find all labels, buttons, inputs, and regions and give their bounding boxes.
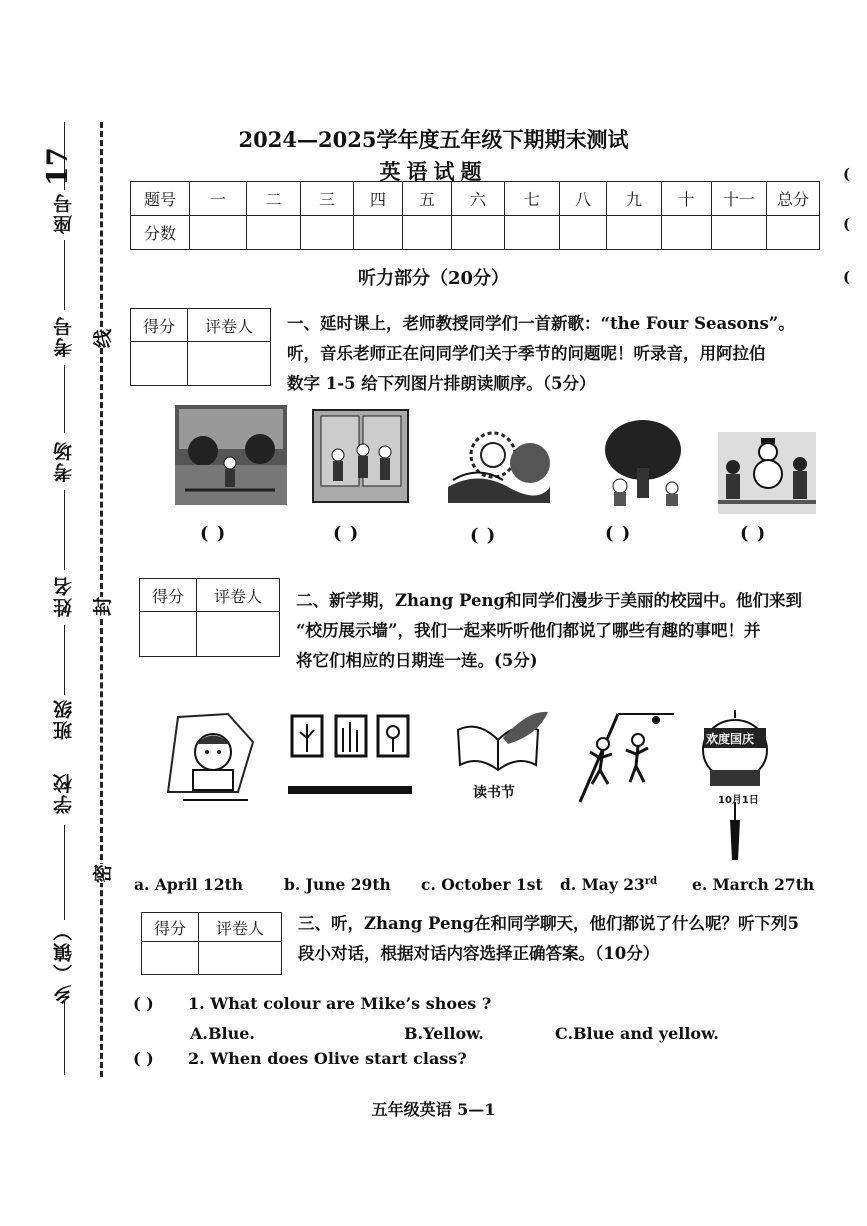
grader-score-cell[interactable] — [131, 342, 188, 386]
grader-score-cell[interactable] — [140, 612, 197, 657]
edge-mark: ( — [843, 215, 851, 233]
grader-box-3 — [141, 912, 282, 975]
grader-name-cell[interactable] — [199, 942, 282, 975]
score-table-header: 总分 — [767, 182, 820, 216]
score-table-header: 三 — [301, 182, 354, 216]
sports-meet-icon — [578, 712, 674, 804]
school-label: 学校 — [53, 772, 75, 814]
score-table-header: 六 — [452, 182, 505, 216]
score-cell[interactable] — [505, 216, 560, 250]
q3-item1-option-a[interactable]: A.Blue. — [190, 1024, 255, 1043]
edge-mark: ( — [843, 268, 851, 286]
grader-name-label: 评卷人 — [188, 309, 271, 342]
rainy-season-icon — [175, 405, 287, 505]
class-label: 班级 — [53, 698, 75, 740]
grader-name-cell[interactable] — [197, 612, 280, 657]
q3-line-1: 三、听，Zhang Peng在和同学聊天，他们都说了什么呢？听下列5 — [298, 914, 799, 933]
score-cell[interactable] — [247, 216, 301, 250]
score-table — [130, 181, 820, 250]
q1-answer-blank[interactable]: ( ) — [200, 523, 227, 544]
q1-answer-blank[interactable]: ( ) — [470, 525, 497, 546]
school-line — [64, 825, 65, 920]
q3-item1-question: 1. What colour are Mike’s shoes ? — [188, 994, 492, 1013]
grader-score-label: 得分 — [140, 579, 197, 612]
q2-line-1: 二、新学期，Zhang Peng和同学们漫步于美丽的校园中。他们来到 — [296, 591, 803, 610]
score-table-header: 十一 — [712, 182, 767, 216]
exam-room-line — [64, 365, 65, 433]
summer-beach-icon — [448, 425, 550, 503]
section-title: 听力部分（20分） — [357, 268, 510, 289]
grader-name-label: 评卷人 — [199, 913, 282, 942]
q1-line-3: 数字 1-5 给下列图片排朗读顺序。（5分） — [287, 374, 596, 393]
score-cell[interactable] — [452, 216, 505, 250]
page-subtitle: 英语试题 — [379, 159, 488, 184]
q2-line-3: 将它们相应的日期连一连。(5分) — [296, 651, 538, 670]
score-cell[interactable] — [403, 216, 452, 250]
score-cell[interactable] — [767, 216, 820, 250]
seal-char-secret: 密 — [88, 864, 115, 883]
date-option-d — [560, 875, 657, 894]
township-line — [64, 1000, 65, 1075]
score-cell[interactable] — [662, 216, 712, 250]
seal-char-line: 线 — [88, 329, 115, 348]
grader-score-cell[interactable] — [142, 942, 199, 975]
score-table-header: 十 — [662, 182, 712, 216]
q1-line-1: 一、延时课上，老师教授同学们一首新歌：“the Four Seasons”。 — [287, 314, 795, 333]
winter-snowman-icon — [718, 432, 816, 514]
q1-answer-blank[interactable]: ( ) — [605, 523, 632, 544]
grader-name-label: 评卷人 — [197, 579, 280, 612]
score-cell[interactable] — [301, 216, 354, 250]
q3-item1-answer-blank[interactable]: ( ) — [133, 994, 154, 1013]
date-option-d-text: d. May 23 — [560, 875, 645, 894]
date-option-a: a. April 12th — [134, 875, 244, 894]
q3-item2-question: 2. When does Olive start class? — [188, 1049, 467, 1068]
exam-number-label: 考号 — [53, 315, 75, 357]
autumn-tree-icon — [600, 418, 686, 508]
score-cell[interactable] — [560, 216, 607, 250]
q3-item1-option-b[interactable]: B.Yellow. — [404, 1024, 484, 1043]
score-table-header: 五 — [403, 182, 452, 216]
student-reading-icon — [158, 712, 264, 804]
q1-line-2: 听，音乐老师正在问同学们关于季节的问题呢！听录音，用阿拉伯 — [287, 344, 766, 363]
book-festival-label: 读书节 — [473, 785, 515, 801]
art-show-icon — [288, 714, 412, 796]
date-option-e: e. March 27th — [692, 875, 815, 894]
seal-char-seal: 封 — [88, 597, 115, 616]
score-table-header: 八 — [560, 182, 607, 216]
q3-line-2: 段小对话，根据对话内容选择正确答案。（10分） — [298, 944, 660, 963]
edge-mark: ( — [843, 165, 851, 183]
page-footer: 五年级英语 5—1 — [371, 1100, 496, 1119]
score-table-header: 四 — [354, 182, 403, 216]
score-cell[interactable] — [354, 216, 403, 250]
date-option-c: c. October 1st — [421, 875, 543, 894]
q1-answer-blank[interactable]: ( ) — [333, 523, 360, 544]
q3-item2-answer-blank[interactable]: ( ) — [133, 1049, 154, 1068]
seat-number: 17 — [40, 147, 74, 186]
score-table-header: 二 — [247, 182, 301, 216]
score-table-row-label: 题号 — [131, 182, 190, 216]
name-line — [64, 490, 65, 570]
date-option-d-sup: rd — [644, 875, 658, 887]
grader-score-label: 得分 — [142, 913, 199, 942]
date-option-b: b. June 29th — [284, 875, 391, 894]
lantern-label: 欢度国庆 — [706, 732, 755, 746]
page-title: 2024—2025学年度五年级下期期末测试 — [238, 127, 629, 152]
grader-box-1 — [130, 308, 271, 386]
book-festival-icon — [448, 710, 552, 772]
class-line — [64, 625, 65, 695]
name-label: 姓名 — [53, 575, 75, 617]
score-table-header: 七 — [505, 182, 560, 216]
exam-room-label: 考场 — [53, 440, 75, 482]
spring-kids-icon — [313, 410, 408, 502]
seat-label: 座号 — [53, 192, 75, 234]
grader-score-label: 得分 — [131, 309, 188, 342]
score-table-header: 一 — [190, 182, 247, 216]
score-cell[interactable] — [607, 216, 662, 250]
q2-line-2: “校历展示墙”，我们一起来听听他们都说了哪些有趣的事吧！并 — [296, 621, 761, 640]
grader-name-cell[interactable] — [188, 342, 271, 386]
grader-box-2 — [139, 578, 280, 657]
score-table-header: 九 — [607, 182, 662, 216]
score-cell[interactable] — [712, 216, 767, 250]
township-label: 乡（镇） — [53, 920, 75, 1004]
lantern-date: 10月1日 — [718, 795, 759, 806]
q3-item1-option-c[interactable]: C.Blue and yellow. — [555, 1024, 719, 1043]
q1-answer-blank[interactable]: ( ) — [740, 523, 767, 544]
score-table-row-label: 分数 — [131, 216, 190, 250]
score-cell[interactable] — [190, 216, 247, 250]
